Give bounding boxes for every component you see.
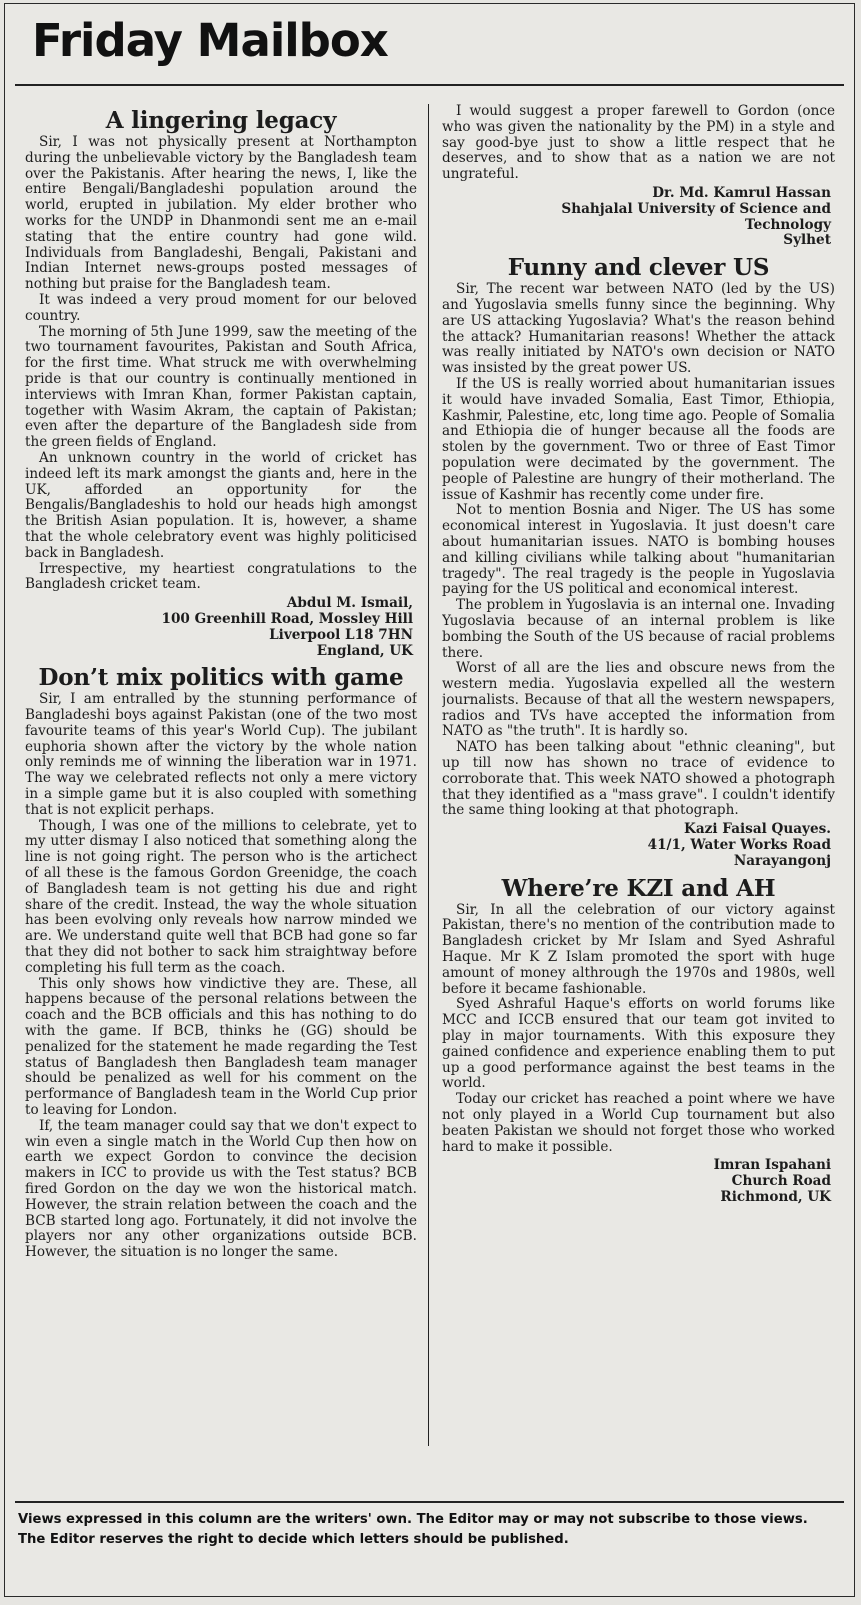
signature-line: 100 Greenhill Road, Mossley Hill xyxy=(161,610,413,627)
signature-line: Liverpool L18 7HN xyxy=(269,626,413,643)
paragraph: Sir, The recent war between NATO (led by the US) and Yugoslavia smells funny since the beginning. Why are US attacking Yugoslavia? What's the reason behind the attack? Humanitarian reasons! Whether the attack was really initiated by NATO's own decision or NATO was insisted by the great power US. xyxy=(442,281,835,377)
paragraph: This only shows how vindictive they are. These, all happens because of the personal relations between the coach and the BCB officials and this has nothing to do with the game. If BCB, thinks he (GG) should be penalized for the statement he made regarding the Test status of Bangladesh then Bangladesh team manager should be penalized as well for his comment on the performance of Bangladesh team in the World Cup prior to leaving for London. xyxy=(25,975,417,1119)
headline: Where’re KZI and AH xyxy=(501,874,776,902)
signature-line: Church Road xyxy=(731,1173,831,1190)
paragraph: NATO has been talking about "ethnic cleaning", but up till now has shown no trace of evidence to corroborate that. This week NATO showed a photograph that they identified as a "mass grave". I couldn't identify the same thing looking at that photograph. xyxy=(442,739,835,819)
paragraph: If the US is really worried about humanitarian issues it would have invaded Somalia, East Timor, Ethiopia, Kashmir, Palestine, etc, long time ago. People of Somalia and Ethiopia die of hunger because all the foods are stolen by the government. Two or three of East Timor population were decimated by the government. The people of Palestine are hungry of their motherland. The issue of Kashmir has recently come under fire. xyxy=(442,375,835,503)
paragraph: Today our cricket has reached a point where we have not only played in a World Cup tournament but also beaten Pakistan we should not forget those who worked hard to make it possible. xyxy=(442,1091,835,1155)
paragraph: An unknown country in the world of cricket has indeed left its mark amongst the giants and, here in the UK, afforded an opportunity for the Bengalis/Bangladeshis to hold our heads high amongst the British Asian population. It is, however, a shame that the whole celebratory event was highly politicised back in Bangladesh. xyxy=(25,449,417,561)
paragraph: I would suggest a proper farewell to Gordon (once who was given the nationality by the PM) in a style and say good-bye just to show a little respect that he deserves, and to show that as a nation we are not ungrateful. xyxy=(442,104,835,183)
left-column xyxy=(25,104,417,1442)
signature-line: Richmond, UK xyxy=(720,1189,831,1205)
paragraph: The problem in Yugoslavia is an internal one. Invading Yugoslavia because of an internal problem is like bombing the South of the US because of racial problems there. xyxy=(442,597,835,661)
masthead xyxy=(5,4,854,86)
masthead-rule xyxy=(15,84,844,86)
paragraph: Syed Ashraful Haque's efforts on world forums like MCC and ICCB ensured that our team got invited to play in major tournaments. With this exposure they gained confidence and experience enabling them to put up a good performance against the best teams in the world. xyxy=(442,996,835,1092)
right-column xyxy=(442,104,835,1442)
headline: Funny and clever US xyxy=(507,254,770,282)
signature xyxy=(442,822,831,869)
page-title: Friday Mailbox xyxy=(32,14,388,67)
paragraph: Though, I was one of the millions to celebrate, yet to my utter dismay I also noticed that something along the line is not going right. The person who is the artichect of all these is the famous Gordon Greenidge, the coach of Bangladesh team is not getting his due and right share of the credit. Instead, the way the whole situation has been evolving only reveals how narrow minded we are. We understand quite well that BCB had gone so far that they did not bother to sack him straightway before completing his full term as the coach. xyxy=(25,817,417,976)
paragraph: Not to mention Bosnia and Niger. The US has some economical interest in Yugoslavia. It just doesn't care about humanitarian issues. NATO is bombing houses and killing civilians while talking about "humanitarian tragedy". The real tragedy is the people in Yugoslavia paying for the US political and economical interest. xyxy=(442,502,835,598)
paragraph: Sir, I am entralled by the stunning performance of Bangladeshi boys against Pakistan (one of the two most favourite teams of this year's World Cup). The jubilant euphoria shown after the victory by the whole nation only reminds me of winning the liberation war in 1971. The way we celebrated reflects not only a mere victory in a simple game but it is also coupled with something that is not explicit perhaps. xyxy=(25,691,417,818)
footer-rule xyxy=(15,1501,844,1503)
signature-line: Abdul M. Ismail, xyxy=(286,595,413,612)
newspaper-page xyxy=(4,3,855,1597)
paragraph: Irrespective, my heartiest congratulations to the Bangladesh cricket team. xyxy=(25,560,417,593)
signature-line: Sylhet xyxy=(783,232,831,249)
paragraph: Sir, I was not physically present at Northampton during the unbelievable victory by the Bangladesh team over the Pakistanis. After hearing the news, I, like the entire Bengali/Bangladeshi population around the world, erupted in jubilation. My elder brother who works for the UNDP in Dhanmondi sent me an e-mail stating that the entire country had gone wild. Individuals from Bangladeshi, Bengali, Pakistani and Indian Internet news-groups posted messages of nothing but praise for the Bangladesh team. xyxy=(25,134,417,293)
signature-line: Technology xyxy=(745,216,831,233)
signature xyxy=(25,596,413,659)
letter-kzi-ah xyxy=(442,876,835,1206)
signature-line: Kazi Faisal Quayes. xyxy=(684,821,831,838)
signature-line: 41/1, Water Works Road xyxy=(647,837,831,854)
column-divider xyxy=(428,104,429,1446)
paragraph: Sir, In all the celebration of our victory against Pakistan, there's no mention of the contribution made to Bangladesh cricket by Mr Islam and Syed Ashraful Haque. Mr K Z Islam promoted the sport with huge amount of money althrough the 1970s and 1980s, well before it became fashionable. xyxy=(442,901,835,997)
paragraph: Worst of all are the lies and obscure news from the western media. Yugoslavia expelled all the western journalists. Because of that all the western newspapers, radios and TVs have accepted the information from NATO as "the truth". It is hardly so. xyxy=(442,660,835,740)
headline: A lingering legacy xyxy=(105,107,337,134)
paragraph: It was indeed a very proud moment for our beloved country. xyxy=(25,291,417,324)
editor-disclaimer: Views expressed in this column are the writers' own. The Editor may or may not subscribe to those views. The Editor reserves the right to decide which letters should be published. xyxy=(18,1512,808,1547)
letter-politics-game xyxy=(25,665,417,1261)
paragraph: If, the team manager could say that we don't expect to win even a single match in the World Cup then how on earth we expect Gordon to convince the decision makers in ICC to provide us with the Test status? BCB fired Gordon on the day we won the historical match. However, the strain relation between the coach and the BCB started long ago. Fortunately, it did not involve the players nor any other organizations outside BCB. However, the situation is no longer the same. xyxy=(25,1117,417,1261)
signature-line: Shahjalal University of Science and xyxy=(561,200,831,217)
signature-line: Dr. Md. Kamrul Hassan xyxy=(652,184,831,201)
letter-lingering-legacy xyxy=(25,108,417,659)
headline: Don’t mix politics with game xyxy=(38,664,404,692)
letter-funny-clever-us xyxy=(442,255,835,869)
signature-line: Narayangonj xyxy=(733,852,831,869)
signature xyxy=(442,186,831,249)
paragraph: The morning of 5th June 1999, saw the meeting of the two tournament favourites, Pakistan and South Africa, for the first time. What struck me with overwhelming pride is that our country is continually mentioned in interviews with Imran Khan, former Pakistan captain, together with Wasim Akram, the captain of Pakistan; even after the departure of the Bangladesh side from the green fields of England. xyxy=(25,323,417,451)
signature xyxy=(442,1158,831,1205)
signature-line: England, UK xyxy=(316,642,413,659)
letter-politics-game-continued xyxy=(442,104,835,249)
signature-line: Imran Ispahani xyxy=(713,1157,831,1174)
